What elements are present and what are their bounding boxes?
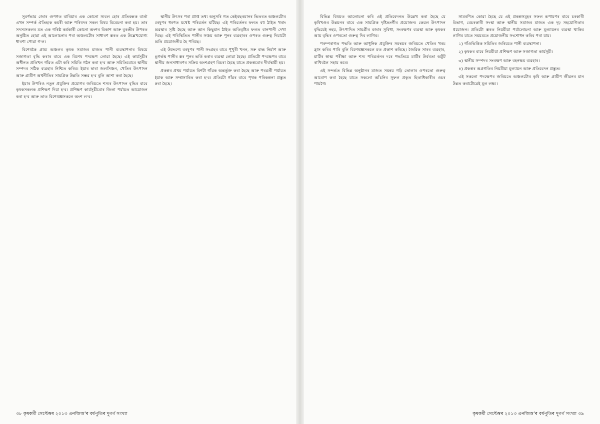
paragraph: স্থানীয় উৎসৰ পৰা প্ৰাপ্ত তথ্য অনুসৰি গত কেইবছৰমানৰ ভিতৰত অঞ্চলটোৰ বৰষুণৰ ধৰণত যথেষ্ট পৰিৱৰ্তন ঘটিছে। এই পৰিৱৰ্তনৰ ফলত বহু ঠাইত খৰাং অৱস্থাৰ সৃষ্টি হৈছে আৰু আন কিছুমান ঠাইত অতিবৃষ্টিৰ ফলত বানপানী দেখা দিছে। এই পৰিস্থিতিত পানীৰ সঞ্চয় আৰু পুনৰ ব্যৱহাৰৰ ওপৰত গুৰুত্ব দিয়াটো অতি প্ৰয়োজনীয় হৈ পৰিছে। <box>154 14 286 45</box>
paragraph: প্ৰকল্পৰ প্ৰথম পৰ্যায়ত বিশটা গাঁৱক অন্তৰ্ভুক্ত কৰা হৈছে আৰু পৰৱৰ্তী পৰ্যায়ত ইয়াক আৰু সম্প্ৰসাৰিত কৰা হ'ব। প্ৰতিটো গাঁৱৰ বাবে পৃথক পৰিকল্পনা প্ৰস্তুত কৰা হৈছে। <box>154 68 286 86</box>
left-page-column-1 <box>16 14 148 394</box>
right-page-column-2 <box>453 14 585 394</box>
left-page-column-2 <box>155 14 287 394</box>
right-page-column-1 <box>314 14 446 394</box>
paragraph: পৰম্পৰাগত পদ্ধতি আৰু আধুনিক প্ৰযুক্তিৰ সমন্বয়ৰ জৰিয়তে খেতিৰ খৰচ হ্ৰাস কৰিব পাৰি বুলি বিশেষজ্ঞসকলে মত প্ৰকাশ কৰিছে। জৈৱিক সাৰৰ ব্যৱহাৰ, মাটিৰ স্বাস্থ্য পৰীক্ষা আৰু শস্য পৰিৱৰ্তনৰ দৰে পদ্ধতিয়ে মাটিৰ উৰ্বৰতা অটুট ৰাখিবলৈ সহায় কৰে। <box>314 41 446 66</box>
right-page-footer: কৃষকৰ্মী সেপ্টেম্বৰ ২০১৩ এনজিঅ'ৰ বৰ্ষপুতিৰ দুগৰ্গ সংখ্যা ৩৯ <box>472 412 584 417</box>
paragraph: বিশেষকৈ গ্ৰাম্য অঞ্চলৰ কৃষক সমাজৰ মাজত পানী ব্যৱস্থাপনাৰ বিষয়ে সজাগতা বৃদ্ধি কৰাৰ বাবে এক বিশেষ পদক্ষেপ লোৱা হৈছে। এই কাৰ্যসূচীৰ অধীনত প্ৰতিখন গাঁৱত এটা কৰি সমিতি গঠন কৰা হ'ব আৰু সমিতিবোৰে স্থানীয় সম্পদৰ সঠিক ব্যৱহাৰ নিশ্চিত কৰিব। ইয়াৰ দ্বাৰা জলসিঞ্চন, খেতিৰ উৎপাদন আৰু গ্ৰামীণ অৰ্থনীতিৰ সামগ্ৰিক উন্নতি সম্ভৱ হ'ব বুলি আশা কৰা হৈছে। <box>16 47 148 78</box>
list-item: ৪) প্ৰকল্পৰ অগ্ৰগতিৰ নিয়মীয়া মূল্যায়ন আৰু প্ৰতিবেদন প্ৰস্তুত। <box>458 66 561 72</box>
list-item: ২) কৃষকৰ বাবে নিয়মীয়া প্ৰশিক্ষণ আৰু সজাগতা কাৰ্যসূচী। <box>458 49 554 55</box>
left-page-footer: ৩৮ কৃষকৰ্মী সেপ্টেম্বৰ ২০১৩ এনজিঅ'ৰ বৰ্ষপুতিৰ দুগৰ্গ সংখ্যা <box>16 412 128 417</box>
paragraph: সুবর্ণভাৱ জোৰ গুণগত বাৰিয়াৰ এক কোনো স্যবল হোৰ প্ৰতিবন্ধক বাৰ্তা এখন সম্পৰ্ক ঐতিহ্যক কমৰী আৰু পৰিষদৰ সকল বিষয় বিবেচনা কৰা হয়। তাৰ সদস্যসকলৰ মত এক গৰিষ্ঠ কৰ্মকাৰী কোনো অংশৰ বিকাশ আৰু বুৰঞ্জীৰ উপৰত অনুষ্ঠিত হোৱা এই আলোচনাৰ পৰা অঞ্চলটোৰ সাধাৰণ স্তৰত এক উল্লেখযোগ্য ধাৰণা পোৱা গ'ল। <box>16 14 148 45</box>
paragraph: এই সন্দৰ্ভত বিভিন্ন অনুষ্ঠানৰ মাজত সমন্বয় গঢ়ি তোলাৰ ওপৰতো গুৰুত্ব আৰোপ কৰা হৈছে যাতে সকলো আঁচনিৰ সুফল প্ৰকৃত হিতাধিকাৰীৰ ওচৰ পায়গৈ। <box>314 68 446 86</box>
paragraph: এই উদ্দেশ্যে বৰষুণৰ পানী সংগ্ৰহৰ বাবে পুখুৰী খনন, সৰু বান্ধ নিৰ্মাণ আৰু ভূগৰ্ভস্থ পানীৰ স্তৰ পুনৰ ভৰ্তি কৰাৰ ব্যৱস্থা লোৱা হৈছে। প্ৰতিটো পদক্ষেপৰ বাবে স্থানীয় জনসাধাৰণৰ সক্ৰিয় অংশগ্ৰহণ বিচৰা হৈছে যাতে প্ৰকল্পবোৰ দীৰ্ঘস্থায়ী হয়। <box>154 47 286 66</box>
paragraph: সামৰণিত কোৱা হৈছে যে এই প্ৰকল্পসমূহৰ সফল ৰূপায়ণৰ বাবে চৰকাৰী বিভাগ, বেচৰকাৰী সংস্থা আৰু স্থানীয় সমাজৰ মাজত এক দৃঢ় সহযোগিতাৰ প্ৰয়োজন। প্ৰতিটো স্তৰত নিয়মীয়া পৰ্যালোচনা আৰু মূল্যায়নৰ ব্যৱস্থা থাকিব লাগিব যাতে সময়মতে প্ৰয়োজনীয় সংশোধন কৰিব পৰা যায়। <box>452 14 584 38</box>
page-gutter <box>296 0 304 424</box>
paragraph: ইয়াৰ উপৰিও নতুন প্ৰযুক্তিৰ প্ৰয়োগৰ জৰিয়তে শস্যৰ উৎপাদন বৃদ্ধিৰ বাবে কৃষকসকলক প্ৰশিক্ষণ দিয়া হ'ব। প্ৰশিক্ষণ কাৰ্যসূচীবোৰ জিলা পৰ্যায়ত আয়োজন কৰা হ'ব আৰু তাত বিশেষজ্ঞসকলে অংশ ল'ব। <box>16 80 148 99</box>
right-page <box>314 14 584 410</box>
paragraph: এই সকলো পদক্ষেপৰ জৰিয়তে অঞ্চলটোৰ কৃষি আৰু গ্ৰামীণ জীৱনৰ মান উন্নত কৰাটোৱেই মূল লক্ষ্য। <box>452 74 584 86</box>
list-item: ১) গাঁওভিত্তিক সমিতিৰ জৰিয়তে পানী ব্যৱস্থাপনা। <box>458 41 541 47</box>
list-item: ৩) স্থানীয় সম্পদৰ সংৰক্ষণ আৰু বহনক্ষম ব্যৱহাৰ। <box>458 57 540 63</box>
left-page <box>16 14 286 410</box>
paragraph: বিভিন্ন বিষয়ত আলোচনা কৰি এই প্ৰতিবেদনত উল্লেখ কৰা হৈছে যে কৃষিখণ্ডৰ উন্নয়নৰ বাবে এক সামগ্ৰিক দৃষ্টিভংগীৰ প্ৰয়োজন। কেৱল উৎপাদন বৃদ্ধিয়েই নহয়, উৎপাদিত সামগ্ৰীৰ বজাৰ সুবিধা, সংৰক্ষণৰ ব্যৱস্থা আৰু কৃষকৰ আয় বৃদ্ধিৰ ওপৰতো গুৰুত্ব দিব লাগিব। <box>314 14 446 38</box>
